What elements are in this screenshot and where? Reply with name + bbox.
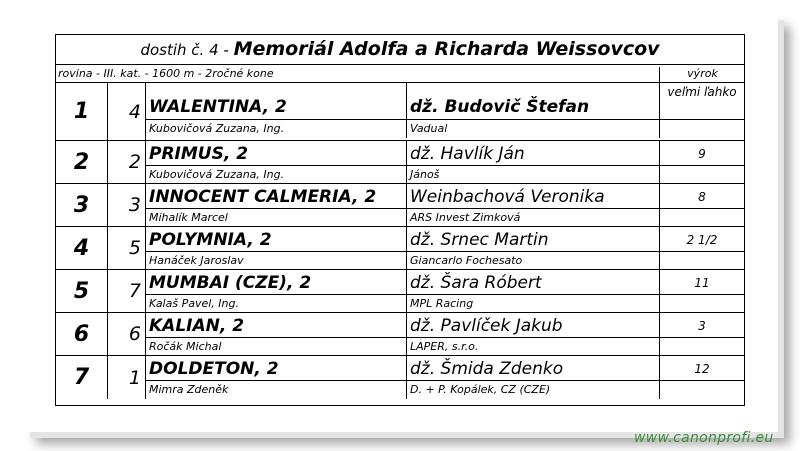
odds-value: 12 xyxy=(659,356,744,381)
odds-lower-cell xyxy=(659,120,744,138)
jockey-name: Weinbachová Veronika xyxy=(407,184,659,209)
start-number: 1 xyxy=(108,356,146,399)
trainer-name: LAPER, s.r.o. xyxy=(410,340,479,353)
horse-name: WALENTINA, 2 xyxy=(146,83,407,120)
start-number: 4 xyxy=(108,83,146,140)
trainer-name: Jánoš xyxy=(410,168,440,181)
finish-position: 4 xyxy=(56,227,108,269)
horse-name: POLYMNIA, 2 xyxy=(146,227,407,252)
owner-name: Kalaš Pavel, Ing. xyxy=(146,295,407,313)
owner-name: Ročák Michal xyxy=(146,338,407,356)
race-title xyxy=(56,35,744,65)
table-row xyxy=(56,184,744,227)
horse-name: KALIAN, 2 xyxy=(146,313,407,338)
odds-header: výrok xyxy=(659,67,745,83)
odds-value: veľmi ľahko xyxy=(659,83,744,120)
race-number: dostih č. 4 - xyxy=(140,41,234,59)
owner-name: Hanáček Jaroslav xyxy=(146,252,407,270)
trainer-name: ARS Invest Zimková xyxy=(410,211,521,224)
horse-name: DOLDETON, 2 xyxy=(146,356,407,381)
table-row xyxy=(56,270,744,313)
finish-position: 7 xyxy=(56,356,108,399)
owner-name: Mihalík Marcel xyxy=(146,209,407,227)
odds-lower-cell xyxy=(659,252,744,270)
trainer-name: MPL Racing xyxy=(410,297,474,310)
owner-name: Mimra Zdeněk xyxy=(146,381,407,399)
finish-position: 3 xyxy=(56,184,108,226)
jockey-name: dž. Budovič Štefan xyxy=(407,83,659,120)
horse-name: INNOCENT CALMERIA, 2 xyxy=(146,184,407,209)
odds-lower-cell xyxy=(659,381,744,399)
odds-value: 3 xyxy=(659,313,744,338)
finish-position: 6 xyxy=(56,313,108,355)
start-number: 7 xyxy=(108,270,146,312)
odds-value: 8 xyxy=(659,184,744,209)
horse-name: MUMBAI (CZE), 2 xyxy=(146,270,407,295)
results-table xyxy=(55,34,745,406)
jockey-name: dž. Havlík Ján xyxy=(407,141,659,166)
odds-lower-cell xyxy=(659,209,744,227)
jockey-name: dž. Pavlíček Jakub xyxy=(407,313,659,338)
odds-lower-cell xyxy=(659,295,744,313)
horse-name: PRIMUS, 2 xyxy=(146,141,407,166)
table-row xyxy=(56,356,744,399)
start-number: 5 xyxy=(108,227,146,269)
odds-lower-cell xyxy=(659,338,744,356)
finish-position: 2 xyxy=(56,141,108,183)
table-row xyxy=(56,141,744,184)
finish-position: 1 xyxy=(56,83,108,140)
watermark: www.canonprofi.eu xyxy=(634,430,774,446)
table-row xyxy=(56,227,744,270)
owner-name: Kubovičová Zuzana, Ing. xyxy=(146,120,407,138)
odds-value: 2 1/2 xyxy=(659,227,744,252)
finish-position: 5 xyxy=(56,270,108,312)
table-row xyxy=(56,313,744,356)
trainer-name: Vadual xyxy=(410,122,448,135)
race-info: rovina - III. kat. - 1600 m - 2ročné kone xyxy=(58,67,274,80)
jockey-name: dž. Šmida Zdenko xyxy=(407,356,659,381)
odds-lower-cell xyxy=(659,166,744,184)
trainer-name: D. + P. Kopálek, CZ (CZE) xyxy=(410,383,551,396)
odds-value: 9 xyxy=(659,141,744,166)
odds-value: 11 xyxy=(659,270,744,295)
race-name: Memoriál Adolfa a Richarda Weissovcov xyxy=(233,38,660,60)
trainer-name: Giancarlo Fochesato xyxy=(410,254,523,267)
start-number: 2 xyxy=(108,141,146,183)
jockey-name: dž. Šara Róbert xyxy=(407,270,659,295)
race-info-row xyxy=(56,65,744,83)
table-row xyxy=(56,83,744,141)
start-number: 6 xyxy=(108,313,146,355)
owner-name: Kubovičová Zuzana, Ing. xyxy=(146,166,407,184)
start-number: 3 xyxy=(108,184,146,226)
jockey-name: dž. Srnec Martin xyxy=(407,227,659,252)
